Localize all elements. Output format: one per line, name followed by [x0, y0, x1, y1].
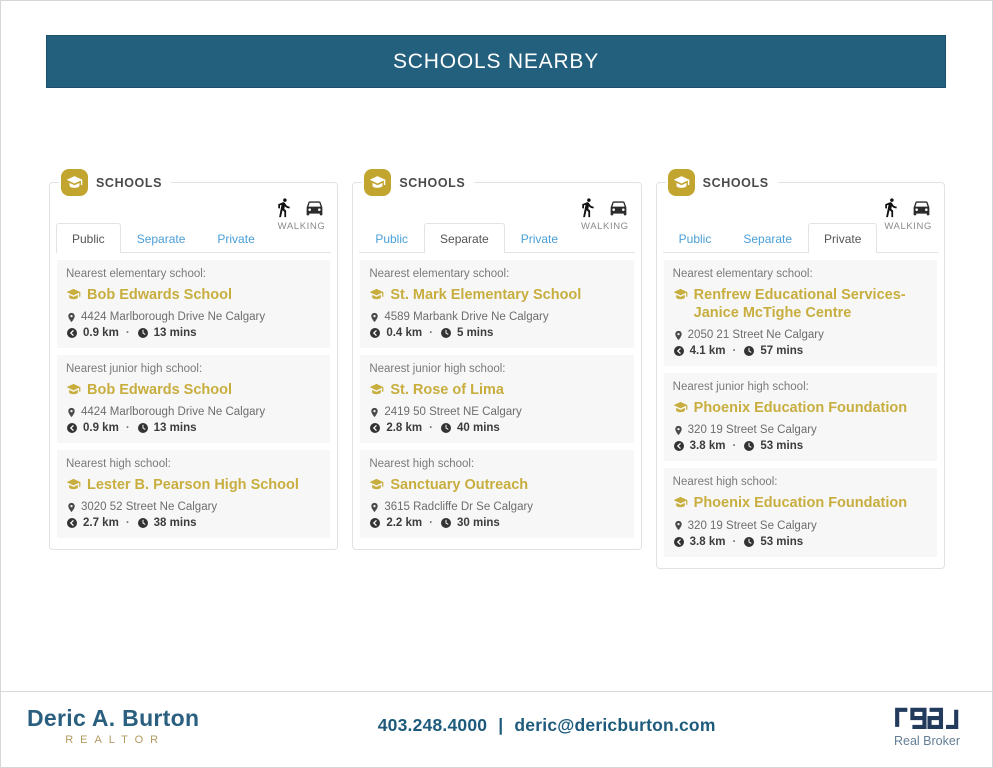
time-icon: [440, 517, 452, 529]
contact-separator: |: [498, 715, 504, 735]
agent-name: Deric A. Burton: [27, 705, 200, 731]
time-icon: [137, 327, 149, 339]
map-pin-icon: [673, 330, 684, 341]
tab-private[interactable]: Private: [217, 232, 255, 246]
graduation-cap-icon: [66, 382, 81, 397]
school-name-link[interactable]: Sanctuary Outreach: [369, 476, 624, 494]
school-entry-high: [664, 468, 937, 556]
graduation-cap-icon: [369, 382, 384, 397]
school-address: 4589 Marbank Drive Ne Calgary: [369, 311, 624, 323]
school-name-link[interactable]: Renfrew Educational Services-Janice McTighe Centre: [673, 286, 928, 322]
travel-mode-control: [273, 197, 325, 232]
graduation-cap-icon: [66, 287, 81, 302]
school-entry-elementary: [360, 260, 633, 348]
school-distance-time: 3.8 km · 53 mins: [673, 440, 928, 452]
tab-separate[interactable]: Separate: [424, 223, 505, 253]
school-name-link[interactable]: St. Rose of Lima: [369, 381, 624, 399]
walking-icon[interactable]: [273, 197, 294, 218]
agent-block: [27, 705, 199, 746]
school-distance-time: 2.2 km · 30 mins: [369, 517, 624, 529]
school-name-link[interactable]: Phoenix Education Foundation: [673, 494, 928, 512]
school-entry-label: Nearest high school:: [672, 476, 778, 489]
email-address: deric@dericburton.com: [514, 715, 716, 735]
agent-title: REALTOR: [65, 734, 166, 746]
graduation-cap-icon: [66, 477, 81, 492]
school-cards-row: [49, 175, 945, 569]
travel-mode-control: [880, 197, 932, 232]
card-legend: [59, 169, 171, 196]
school-distance-time: 0.9 km · 13 mins: [66, 422, 321, 434]
graduation-cap-badge-icon: [61, 169, 88, 196]
card-header-label: SCHOOLS: [702, 175, 769, 190]
school-distance-time: 3.8 km · 53 mins: [673, 536, 928, 548]
time-icon: [743, 536, 755, 548]
time-icon: [440, 327, 452, 339]
school-entry-label: Nearest elementary school:: [672, 268, 813, 280]
tab-public[interactable]: Public: [375, 232, 409, 246]
card-legend: [666, 169, 778, 196]
school-entry-junior-high: [360, 355, 633, 443]
travel-mode-label: WALKING: [277, 221, 326, 232]
school-entry-elementary: [57, 260, 330, 348]
map-pin-icon: [66, 502, 77, 513]
phone-number: 403.248.4000: [377, 715, 488, 735]
card-header-label: SCHOOLS: [399, 175, 466, 190]
map-pin-icon: [66, 407, 77, 418]
driving-icon[interactable]: [911, 197, 932, 218]
school-entry-label: Nearest junior high school:: [66, 363, 203, 376]
graduation-cap-icon: [673, 495, 688, 510]
map-pin-icon: [673, 520, 684, 531]
travel-mode-label: WALKING: [580, 221, 629, 232]
driving-icon[interactable]: [304, 197, 325, 218]
tab-private[interactable]: Private: [520, 232, 559, 246]
school-address: 4424 Marlborough Drive Ne Calgary: [66, 406, 321, 418]
map-pin-icon: [369, 502, 380, 513]
time-icon: [137, 422, 149, 434]
distance-icon: [673, 345, 685, 357]
school-distance-time: 0.4 km · 5 mins: [369, 327, 624, 339]
school-entry-label: Nearest junior high school:: [672, 381, 809, 394]
school-name-link[interactable]: St. Mark Elementary School: [369, 286, 624, 304]
card-header-label: SCHOOLS: [96, 175, 163, 190]
school-name-link[interactable]: Lester B. Pearson High School: [66, 476, 321, 494]
schools-card-separate: [352, 175, 641, 550]
school-entry-label: Nearest elementary school:: [66, 268, 206, 280]
graduation-cap-icon: [673, 287, 688, 302]
school-entry-label: Nearest high school:: [66, 458, 171, 471]
real-broker-logo: [894, 704, 960, 732]
school-entry-high: [57, 450, 330, 538]
page-title: SCHOOLS NEARBY: [392, 49, 600, 73]
schools-card-private: [656, 175, 945, 569]
distance-icon: [369, 327, 381, 339]
graduation-cap-icon: [369, 287, 384, 302]
tab-separate[interactable]: Separate: [136, 232, 186, 246]
map-pin-icon: [369, 312, 380, 323]
graduation-cap-icon: [369, 477, 384, 492]
distance-icon: [66, 422, 78, 434]
graduation-cap-badge-icon: [364, 169, 391, 196]
graduation-cap-badge-icon: [668, 169, 695, 196]
school-entry-high: [360, 450, 633, 538]
school-entry-label: Nearest junior high school:: [369, 363, 506, 376]
time-icon: [137, 517, 149, 529]
school-address: 320 19 Street Se Calgary: [673, 424, 928, 436]
page-title-banner: [46, 35, 946, 88]
map-pin-icon: [369, 407, 380, 418]
contact-line: [375, 715, 719, 736]
brokerage-block: [894, 704, 960, 748]
school-address: 320 19 Street Se Calgary: [673, 520, 928, 532]
school-entry-elementary: [664, 260, 937, 366]
tab-private[interactable]: Private: [808, 223, 877, 253]
school-distance-time: 0.9 km · 13 mins: [66, 327, 321, 339]
distance-icon: [369, 517, 381, 529]
school-distance-time: 2.7 km · 38 mins: [66, 517, 321, 529]
card-legend: [362, 169, 474, 196]
map-pin-icon: [673, 425, 684, 436]
school-address: 2419 50 Street NE Calgary: [369, 406, 624, 418]
tab-public[interactable]: Public: [56, 223, 121, 253]
school-address: 3615 Radcliffe Dr Se Calgary: [369, 501, 624, 513]
walking-icon[interactable]: [577, 197, 598, 218]
school-distance-time: 4.1 km · 57 mins: [673, 345, 928, 357]
school-entry-junior-high: [57, 355, 330, 443]
time-icon: [743, 345, 755, 357]
school-distance-time: 2.8 km · 40 mins: [369, 422, 624, 434]
time-icon: [743, 440, 755, 452]
school-entry-label: Nearest elementary school:: [369, 268, 510, 280]
school-name-link[interactable]: Bob Edwards School: [66, 381, 321, 399]
map-pin-icon: [66, 312, 77, 323]
driving-icon[interactable]: [608, 197, 629, 218]
time-icon: [440, 422, 452, 434]
school-address: 4424 Marlborough Drive Ne Calgary: [66, 311, 321, 323]
travel-mode-control: [577, 197, 629, 232]
distance-icon: [66, 517, 78, 529]
graduation-cap-icon: [673, 400, 688, 415]
tab-public[interactable]: Public: [678, 232, 712, 246]
school-name-link[interactable]: Bob Edwards School: [66, 286, 321, 304]
distance-icon: [673, 440, 685, 452]
schools-card-public: [49, 175, 338, 550]
footer: [1, 691, 992, 767]
brokerage-caption: Real Broker: [894, 733, 960, 748]
school-entry-junior-high: [664, 373, 937, 461]
school-name-link[interactable]: Phoenix Education Foundation: [673, 399, 928, 417]
distance-icon: [66, 327, 78, 339]
school-address: 2050 21 Street Ne Calgary: [673, 329, 928, 341]
distance-icon: [673, 536, 685, 548]
travel-mode-label: WALKING: [884, 221, 932, 232]
school-entry-label: Nearest high school:: [369, 458, 475, 471]
school-address: 3020 52 Street Ne Calgary: [66, 501, 321, 513]
walking-icon[interactable]: [880, 197, 901, 218]
tab-separate[interactable]: Separate: [743, 232, 793, 246]
distance-icon: [369, 422, 381, 434]
